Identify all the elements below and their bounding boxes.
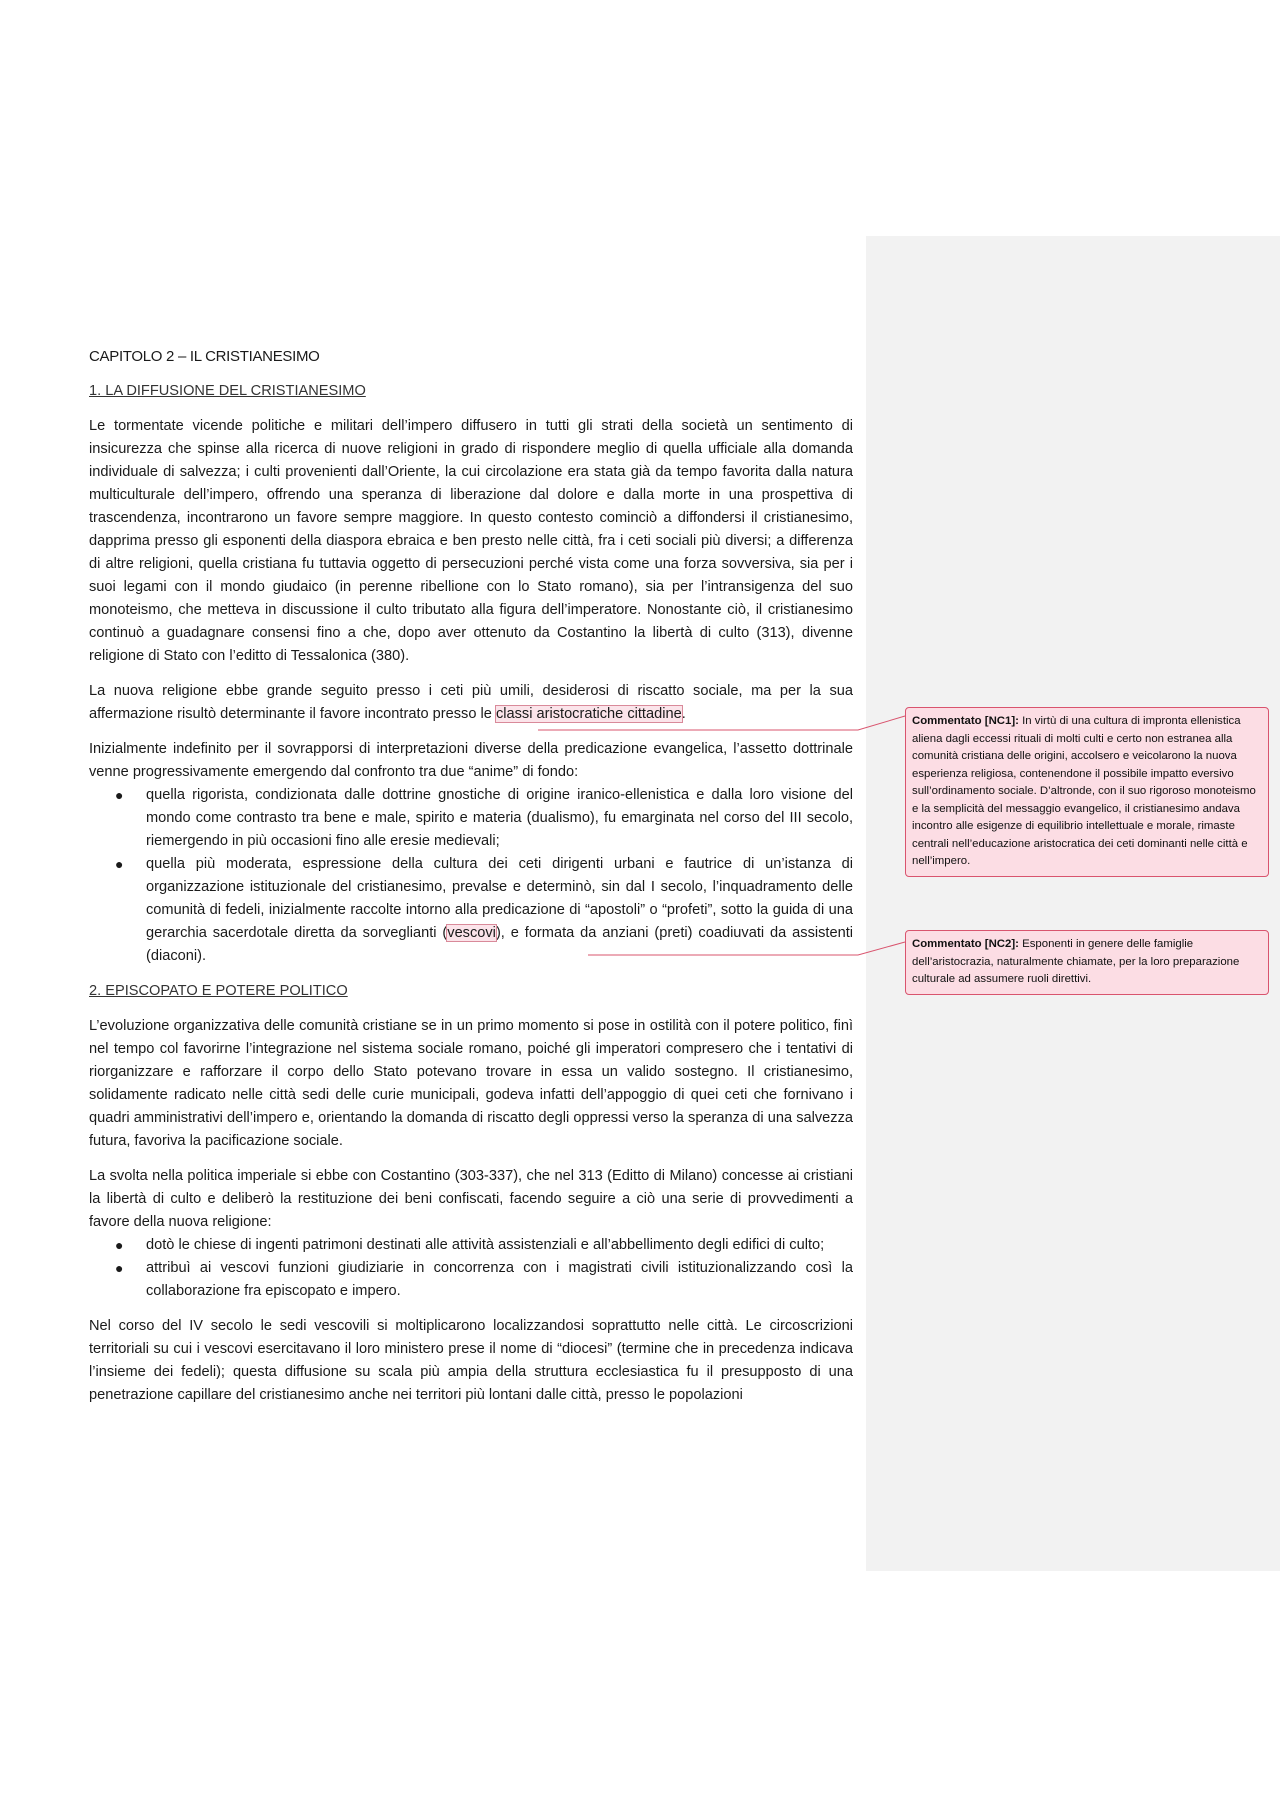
bullet-icon: ● [115,1237,124,1253]
comments-margin-pane [866,236,1280,1571]
text-run: ), e formata da anziani (preti) coadiuvati da assistenti (diaconi). [146,925,853,964]
text-run: . [681,706,686,722]
text-run: quella più moderata, espressione della cultura dei ceti dirigenti urbani e fautrice di un’istanza di organizzazione istituzionale del cristianesimo, prevalse e determinò, sin dal I secolo, l’inquadramento delle comunità di fedeli, inizialmente raccolte intorno alla predicazione di “apostoli” o “profeti”, sotto la guida di una gerarchia sacerdotale diretta da sorveglianti ( [146,856,853,941]
comment-balloon-nc2[interactable] [905,930,1269,995]
section-title-1: 1. LA DIFFUSIONE DEL CRISTIANESIMO [89,383,366,399]
text-run: La nuova religione ebbe grande seguito presso i ceti più umili, desiderosi di riscatto sociale, ma per la sua affermazione risultò determinante il favore incontrato presso le [89,683,853,722]
list-item [115,1234,853,1257]
comment-text: Esponenti in genere delle famiglie dell’aristocrazia, naturalmente chiamate, per la loro preparazione culturale ad assumere ruoli direttivi. [912,938,1240,985]
bullet-icon: ● [115,856,124,872]
list-item-text: attribuì ai vescovi funzioni giudiziarie in concorrenza con i magistrati civili istituzionalizzando così la collaborazione fra episcopato e impero. [146,1260,853,1299]
bullet-list [89,1234,853,1303]
paragraph: L’evoluzione organizzativa delle comunità cristiane se in un primo momento si pose in ostilità con il potere politico, finì nel tempo col favorirne l’integrazione nel sistema sociale romano, poiché gli imperatori compresero che i tentativi di riorganizzare e rafforzare il corpo dello Stato potevano trovare in essa un valido sostegno. Il cristianesimo, solidamente radicato nelle città sedi delle curie municipali, godeva infatti dell’appoggio di quei ceti che fornivano i quadri amministrativi dell’impero e, orientando la domanda di riscatto degli oppressi verso la speranza di una salvezza futura, favoriva la pacificazione sociale. [89,1018,853,1149]
paragraph: La svolta nella politica imperiale si ebbe con Costantino (303-337), che nel 313 (Editto di Milano) concesse ai cristiani la libertà di culto e deliberò la restituzione dei beni confiscati, facendo seguire a ciò una serie di provvedimenti a favore della nuova religione: [89,1168,853,1230]
paragraph: Le tormentate vicende politiche e militari dell’impero diffusero in tutti gli strati della società un sentimento di insicurezza che spinse alla ricerca di nuove religioni in grado di rispondere meglio di quella ufficiale alla domanda individuale di salvezza; i culti provenienti dall’Oriente, la cui circolazione era stata già da tempo favorita dalla natura multiculturale dell’impero, offrendo una speranza di liberazione dal dolore e dalla morte in una prospettiva di trascendenza, incontrarono un favore sempre maggiore. In questo contesto cominciò a diffondersi il cristianesimo, dapprima presso gli esponenti della diaspora ebraica e ben presto nelle città, fra i ceti sociali più diversi; a differenza di altre religioni, quella cristiana fu tuttavia oggetto di persecuzioni perché vista come una forza sovversiva, sia per i suoi legami con il mondo giudaico (in perenne ribellione con lo Stato romano), sia per l’intransigenza del suo monoteismo, che metteva in discussione il culto tributato alla figura dell’imperatore. Nonostante ciò, il cristianesimo continuò a guadagnare consensi fino a che, dopo aver ottenuto da Costantino la libertà di culto (313), divenne religione di Stato con l’editto di Tessalonica (380). [89,418,853,664]
chapter-title: CAPITOLO 2 – IL CRISTIANESIMO [89,348,320,365]
bullet-list [89,784,853,968]
list-item [115,853,853,968]
section-title-2: 2. EPISCOPATO E POTERE POLITICO [89,983,348,999]
paragraph: Nel corso del IV secolo le sedi vescovili si moltiplicarono localizzandosi soprattutto nelle città. Le circoscrizioni territoriali su cui i vescovi esercitavano il loro ministero prese il nome di “diocesi” (termine che in precedenza indicava l’insieme dei fedeli); questa diffusione su scala più ampia della struttura ecclesiastica fu il presupposto di una penetrazione capillare del cristianesimo anche nei territori più lontani dalle città, presso le popolazioni [89,1318,853,1403]
paragraph: Inizialmente indefinito per il sovrapporsi di interpretazioni diverse della predicazione evangelica, l’assetto dottrinale venne progressivamente emergendo dal confronto tra due “anime” di fondo: [89,741,853,780]
paragraph [89,680,853,726]
comment-author-label: Commentato [NC1]: [912,715,1019,727]
commented-text-nc2[interactable]: vescovi [447,925,496,941]
comment-text: In virtù di una cultura di impronta ellenistica aliena dagli eccessi rituali di molti culti e certo non estranea alla comunità cristiana delle origini, accolsero e veicolarono la nuova esperienza religiosa, contenendone il possibile impatto eversivo sull’ordinamento sociale. D’altronde, con il suo rigoroso monoteismo e la semplicità del messaggio evangelico, il cristianesimo andava incontro alle esigenze di equilibrio intellettuale e morale, rimaste centrali nell’educazione aristocratica dei ceti dominanti nelle città e nell’impero. [912,715,1256,867]
commented-text-nc1[interactable]: classi aristocratiche cittadine [495,706,682,722]
comment-balloon-nc1[interactable] [905,707,1269,877]
bullet-icon: ● [115,1260,124,1276]
list-item-text: quella rigorista, condizionata dalle dottrine gnostiche di origine iranico-ellenistica e dalla loro visione del mondo come contrasto tra bene e male, spirito e materia (dualismo), fu emarginata nel corso del III secolo, riemergendo in più occasioni fino alle eresie medievali; [146,787,853,849]
list-item [115,1257,853,1303]
list-item [115,784,853,853]
document-body [89,345,853,1419]
bullet-icon: ● [115,787,124,803]
comment-author-label: Commentato [NC2]: [912,938,1019,950]
list-item-text: dotò le chiese di ingenti patrimoni destinati alle attività assistenziali e all’abbellimento degli edifici di culto; [146,1237,825,1253]
